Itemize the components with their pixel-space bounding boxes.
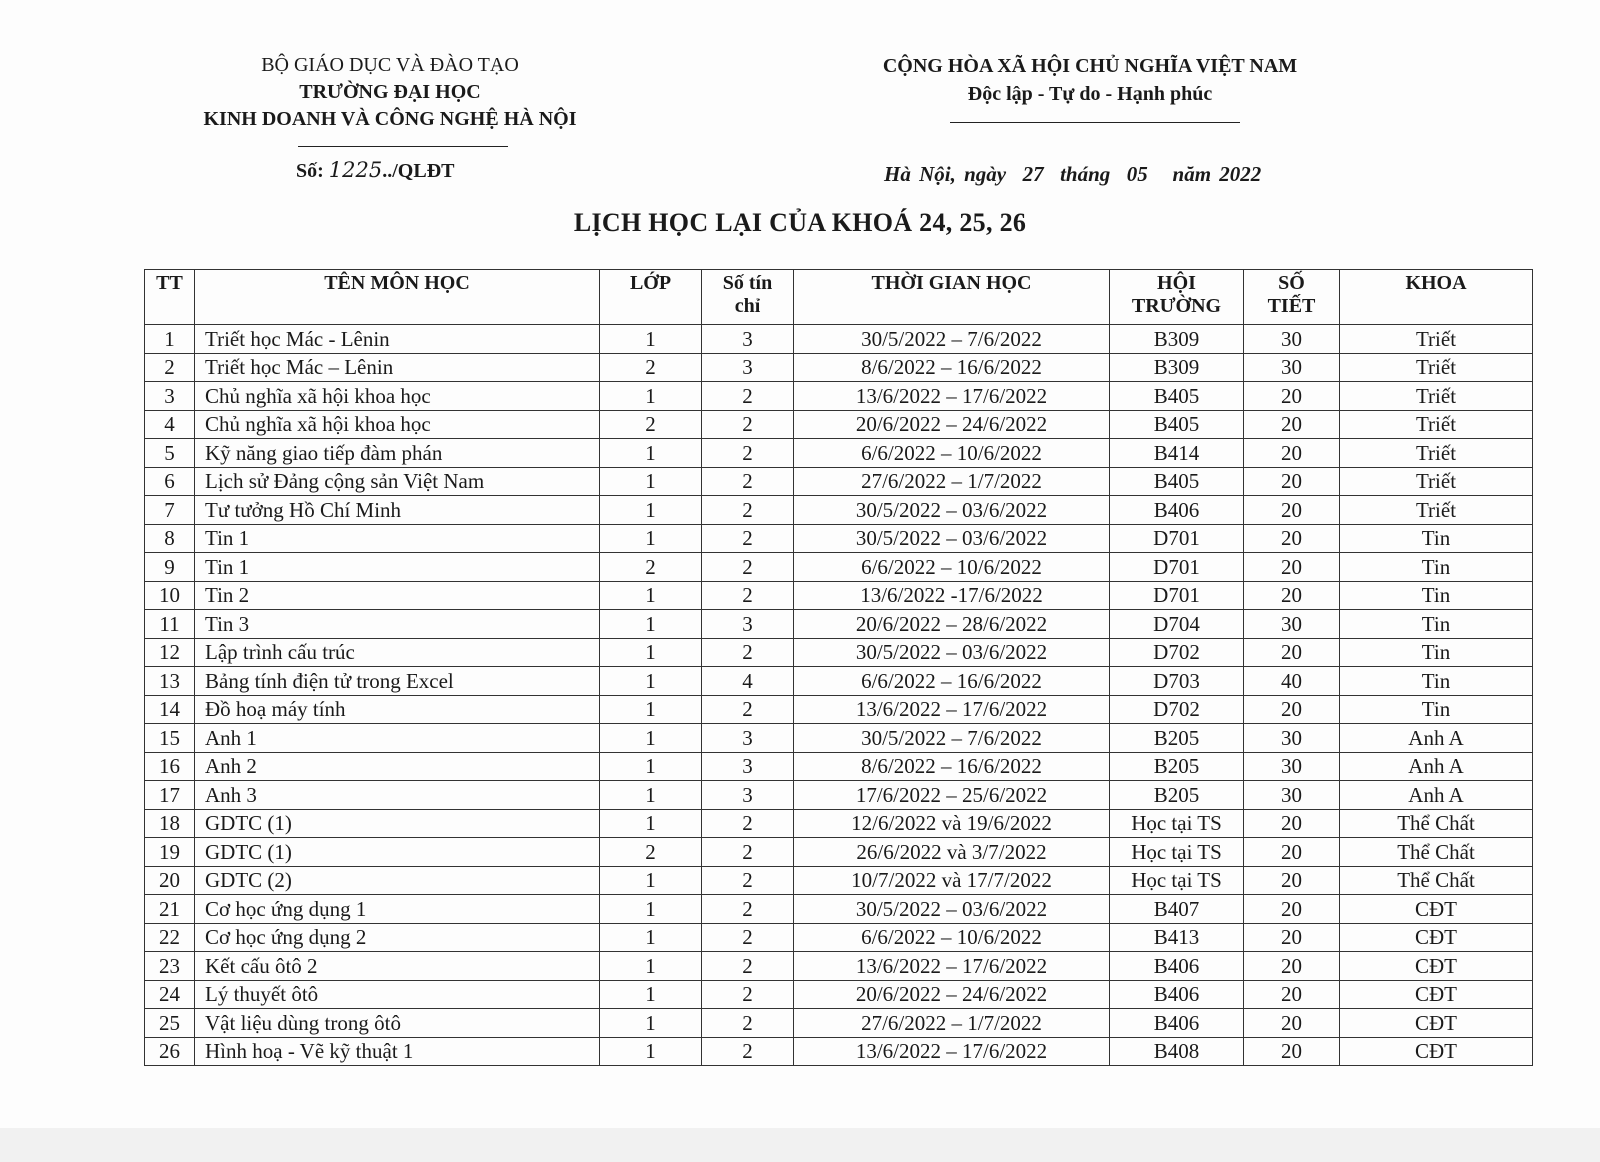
cell-tt: 22: [145, 923, 195, 952]
cell-credits: 3: [702, 752, 794, 781]
table-row: [145, 524, 1533, 553]
cell-periods: 20: [1244, 467, 1340, 496]
cell-periods: 20: [1244, 895, 1340, 924]
cell-credits: 4: [702, 667, 794, 696]
cell-class: 1: [600, 809, 702, 838]
cell-periods: 20: [1244, 866, 1340, 895]
table-row: [145, 838, 1533, 867]
cell-tt: 26: [145, 1037, 195, 1066]
cell-faculty: Tin: [1340, 524, 1533, 553]
cell-faculty: Tin: [1340, 553, 1533, 582]
cell-hall: D704: [1110, 610, 1244, 639]
table-row: [145, 638, 1533, 667]
table-row: [145, 439, 1533, 468]
cell-periods: 20: [1244, 809, 1340, 838]
cell-time: 8/6/2022 – 16/6/2022: [794, 752, 1110, 781]
cell-tt: 7: [145, 496, 195, 525]
cell-faculty: Tin: [1340, 638, 1533, 667]
cell-hall: B406: [1110, 952, 1244, 981]
cell-time: 20/6/2022 – 24/6/2022: [794, 410, 1110, 439]
cell-hall: B406: [1110, 980, 1244, 1009]
cell-time: 20/6/2022 – 24/6/2022: [794, 980, 1110, 1009]
cell-credits: 2: [702, 923, 794, 952]
col-header-class: LỚP: [600, 270, 702, 325]
cell-tt: 3: [145, 382, 195, 411]
col-header-time: THỜI GIAN HỌC: [794, 270, 1110, 325]
cell-tt: 14: [145, 695, 195, 724]
nation-block: [860, 52, 1320, 108]
cell-faculty: Thể Chất: [1340, 866, 1533, 895]
cell-subject: Tin 1: [195, 553, 600, 582]
cell-credits: 2: [702, 382, 794, 411]
cell-periods: 20: [1244, 923, 1340, 952]
cell-tt: 20: [145, 866, 195, 895]
cell-hall: D702: [1110, 695, 1244, 724]
cell-hall: Học tại TS: [1110, 838, 1244, 867]
col-header-faculty: KHOA: [1340, 270, 1533, 325]
cell-subject: Tin 2: [195, 581, 600, 610]
cell-hall: D701: [1110, 581, 1244, 610]
cell-credits: 3: [702, 781, 794, 810]
cell-faculty: Triết: [1340, 325, 1533, 354]
table-header-row: [145, 270, 1533, 325]
cell-hall: B407: [1110, 895, 1244, 924]
cell-periods: 20: [1244, 496, 1340, 525]
col-header-hall: HỘI TRƯỜNG: [1110, 270, 1244, 325]
cell-hall: B413: [1110, 923, 1244, 952]
cell-credits: 2: [702, 410, 794, 439]
cell-tt: 4: [145, 410, 195, 439]
cell-hall: B205: [1110, 752, 1244, 781]
cell-tt: 11: [145, 610, 195, 639]
table-row: [145, 610, 1533, 639]
table-row: [145, 382, 1533, 411]
cell-tt: 18: [145, 809, 195, 838]
cell-credits: 2: [702, 809, 794, 838]
cell-subject: Triết học Mác - Lênin: [195, 325, 600, 354]
cell-subject: Anh 1: [195, 724, 600, 753]
cell-periods: 20: [1244, 1009, 1340, 1038]
cell-time: 12/6/2022 và 19/6/2022: [794, 809, 1110, 838]
scan-bottom-edge: [0, 1128, 1600, 1162]
school-name-line1: TRƯỜNG ĐẠI HỌC: [299, 81, 481, 103]
cell-class: 1: [600, 866, 702, 895]
cell-subject: Anh 2: [195, 752, 600, 781]
cell-tt: 16: [145, 752, 195, 781]
cell-time: 30/5/2022 – 7/6/2022: [794, 325, 1110, 354]
cell-hall: B406: [1110, 1009, 1244, 1038]
cell-credits: 2: [702, 553, 794, 582]
cell-tt: 10: [145, 581, 195, 610]
cell-time: 30/5/2022 – 03/6/2022: [794, 524, 1110, 553]
cell-hall: B414: [1110, 439, 1244, 468]
cell-faculty: Tin: [1340, 581, 1533, 610]
cell-faculty: CĐT: [1340, 980, 1533, 1009]
cell-periods: 30: [1244, 781, 1340, 810]
doc-number-prefix: Số:: [296, 160, 329, 182]
cell-subject: Cơ học ứng dụng 2: [195, 923, 600, 952]
cell-credits: 2: [702, 439, 794, 468]
cell-hall: B408: [1110, 1037, 1244, 1066]
cell-faculty: Triết: [1340, 467, 1533, 496]
cell-subject: Kỹ năng giao tiếp đàm phán: [195, 439, 600, 468]
cell-class: 1: [600, 496, 702, 525]
table-row: [145, 895, 1533, 924]
table-row: [145, 809, 1533, 838]
cell-subject: Kết cấu ôtô 2: [195, 952, 600, 981]
cell-periods: 30: [1244, 752, 1340, 781]
cell-hall: B309: [1110, 353, 1244, 382]
cell-class: 1: [600, 638, 702, 667]
cell-periods: 20: [1244, 838, 1340, 867]
cell-class: 1: [600, 439, 702, 468]
cell-tt: 15: [145, 724, 195, 753]
col-header-tt: TT: [145, 270, 195, 325]
cell-periods: 20: [1244, 382, 1340, 411]
issuer-divider: [298, 146, 508, 147]
cell-subject: Triết học Mác – Lênin: [195, 353, 600, 382]
cell-subject: Vật liệu dùng trong ôtô: [195, 1009, 600, 1038]
cell-periods: 20: [1244, 1037, 1340, 1066]
cell-subject: Chủ nghĩa xã hội khoa học: [195, 382, 600, 411]
cell-credits: 2: [702, 1009, 794, 1038]
cell-time: 17/6/2022 – 25/6/2022: [794, 781, 1110, 810]
cell-subject: GDTC (1): [195, 838, 600, 867]
cell-tt: 9: [145, 553, 195, 582]
table-row: [145, 1009, 1533, 1038]
cell-time: 8/6/2022 – 16/6/2022: [794, 353, 1110, 382]
cell-credits: 2: [702, 581, 794, 610]
cell-class: 1: [600, 724, 702, 753]
cell-periods: 20: [1244, 553, 1340, 582]
nation-divider: [950, 122, 1240, 123]
cell-periods: 20: [1244, 980, 1340, 1009]
cell-subject: Lý thuyết ôtô: [195, 980, 600, 1009]
cell-faculty: CĐT: [1340, 952, 1533, 981]
cell-faculty: Anh A: [1340, 781, 1533, 810]
cell-periods: 40: [1244, 667, 1340, 696]
cell-time: 30/5/2022 – 03/6/2022: [794, 895, 1110, 924]
cell-hall: B205: [1110, 781, 1244, 810]
cell-faculty: CĐT: [1340, 1009, 1533, 1038]
cell-credits: 3: [702, 325, 794, 354]
cell-faculty: Triết: [1340, 353, 1533, 382]
cell-time: 20/6/2022 – 28/6/2022: [794, 610, 1110, 639]
cell-class: 1: [600, 980, 702, 1009]
cell-hall: Học tại TS: [1110, 866, 1244, 895]
schedule-rows: [145, 325, 1533, 1066]
table-row: [145, 866, 1533, 895]
cell-class: 1: [600, 895, 702, 924]
cell-periods: 20: [1244, 952, 1340, 981]
doc-number-handwritten: 1225: [328, 158, 383, 182]
cell-time: 13/6/2022 – 17/6/2022: [794, 695, 1110, 724]
cell-credits: 2: [702, 895, 794, 924]
cell-credits: 2: [702, 695, 794, 724]
cell-credits: 2: [702, 1037, 794, 1066]
cell-periods: 20: [1244, 581, 1340, 610]
cell-tt: 5: [145, 439, 195, 468]
document-date: Hà Nội, ngày 27 tháng 05 năm 2022: [884, 162, 1262, 186]
cell-credits: 2: [702, 838, 794, 867]
cell-tt: 25: [145, 1009, 195, 1038]
cell-class: 1: [600, 467, 702, 496]
cell-class: 1: [600, 1009, 702, 1038]
cell-faculty: Anh A: [1340, 752, 1533, 781]
cell-class: 1: [600, 667, 702, 696]
cell-subject: Cơ học ứng dụng 1: [195, 895, 600, 924]
cell-subject: Lập trình cấu trúc: [195, 638, 600, 667]
cell-faculty: Triết: [1340, 410, 1533, 439]
cell-time: 27/6/2022 – 1/7/2022: [794, 467, 1110, 496]
cell-class: 1: [600, 610, 702, 639]
cell-subject: Tin 1: [195, 524, 600, 553]
cell-class: 1: [600, 695, 702, 724]
cell-hall: Học tại TS: [1110, 809, 1244, 838]
cell-hall: B405: [1110, 410, 1244, 439]
cell-credits: 2: [702, 638, 794, 667]
table-row: [145, 581, 1533, 610]
cell-time: 27/6/2022 – 1/7/2022: [794, 1009, 1110, 1038]
table-row: [145, 752, 1533, 781]
cell-hall: D703: [1110, 667, 1244, 696]
cell-class: 1: [600, 382, 702, 411]
cell-hall: B405: [1110, 382, 1244, 411]
cell-credits: 2: [702, 467, 794, 496]
cell-credits: 2: [702, 980, 794, 1009]
cell-subject: Bảng tính điện tử trong Excel: [195, 667, 600, 696]
cell-tt: 12: [145, 638, 195, 667]
cell-tt: 1: [145, 325, 195, 354]
cell-tt: 19: [145, 838, 195, 867]
cell-subject: Hình hoạ - Vẽ kỹ thuật 1: [195, 1037, 600, 1066]
cell-faculty: Thể Chất: [1340, 809, 1533, 838]
table-row: [145, 496, 1533, 525]
cell-tt: 24: [145, 980, 195, 1009]
table-row: [145, 325, 1533, 354]
doc-number-suffix: ../QLĐT: [382, 160, 455, 182]
cell-time: 13/6/2022 – 17/6/2022: [794, 952, 1110, 981]
cell-tt: 23: [145, 952, 195, 981]
cell-faculty: Thể Chất: [1340, 838, 1533, 867]
table-row: [145, 1037, 1533, 1066]
cell-credits: 2: [702, 496, 794, 525]
cell-subject: GDTC (1): [195, 809, 600, 838]
cell-periods: 20: [1244, 695, 1340, 724]
table-row: [145, 923, 1533, 952]
cell-class: 1: [600, 524, 702, 553]
cell-hall: B309: [1110, 325, 1244, 354]
cell-class: 2: [600, 353, 702, 382]
cell-periods: 20: [1244, 638, 1340, 667]
cell-class: 2: [600, 838, 702, 867]
col-header-credits: Số tín chỉ: [702, 270, 794, 325]
table-row: [145, 667, 1533, 696]
table-row: [145, 980, 1533, 1009]
cell-time: 26/6/2022 và 3/7/2022: [794, 838, 1110, 867]
cell-tt: 13: [145, 667, 195, 696]
cell-class: 1: [600, 952, 702, 981]
cell-time: 10/7/2022 và 17/7/2022: [794, 866, 1110, 895]
cell-faculty: Tin: [1340, 610, 1533, 639]
table-row: [145, 781, 1533, 810]
cell-subject: Chủ nghĩa xã hội khoa học: [195, 410, 600, 439]
cell-hall: D701: [1110, 524, 1244, 553]
table-row: [145, 353, 1533, 382]
cell-tt: 21: [145, 895, 195, 924]
cell-time: 30/5/2022 – 03/6/2022: [794, 638, 1110, 667]
schedule-table: [144, 269, 1533, 1066]
cell-class: 1: [600, 1037, 702, 1066]
cell-faculty: Triết: [1340, 496, 1533, 525]
cell-time: 6/6/2022 – 10/6/2022: [794, 439, 1110, 468]
cell-periods: 20: [1244, 439, 1340, 468]
document-number: [296, 158, 455, 183]
cell-credits: 2: [702, 866, 794, 895]
cell-tt: 2: [145, 353, 195, 382]
issuer-block: [180, 52, 600, 133]
cell-credits: 3: [702, 724, 794, 753]
cell-periods: 30: [1244, 610, 1340, 639]
cell-tt: 8: [145, 524, 195, 553]
cell-credits: 2: [702, 952, 794, 981]
cell-faculty: CĐT: [1340, 1037, 1533, 1066]
cell-faculty: Anh A: [1340, 724, 1533, 753]
cell-subject: Lịch sử Đảng cộng sản Việt Nam: [195, 467, 600, 496]
cell-faculty: Tin: [1340, 695, 1533, 724]
cell-faculty: Tin: [1340, 667, 1533, 696]
cell-faculty: CĐT: [1340, 923, 1533, 952]
cell-hall: D701: [1110, 553, 1244, 582]
col-header-periods: SỐ TIẾT: [1244, 270, 1340, 325]
cell-periods: 20: [1244, 524, 1340, 553]
cell-class: 1: [600, 752, 702, 781]
table-row: [145, 952, 1533, 981]
cell-hall: B205: [1110, 724, 1244, 753]
nation-name: CỘNG HÒA XÃ HỘI CHỦ NGHĨA VIỆT NAM: [882, 55, 1298, 77]
cell-time: 6/6/2022 – 10/6/2022: [794, 923, 1110, 952]
cell-periods: 30: [1244, 724, 1340, 753]
table-row: [145, 410, 1533, 439]
cell-credits: 3: [702, 610, 794, 639]
cell-periods: 30: [1244, 325, 1340, 354]
cell-time: 13/6/2022 – 17/6/2022: [794, 382, 1110, 411]
cell-tt: 17: [145, 781, 195, 810]
cell-time: 13/6/2022 -17/6/2022: [794, 581, 1110, 610]
cell-time: 13/6/2022 – 17/6/2022: [794, 1037, 1110, 1066]
col-header-subject: TÊN MÔN HỌC: [195, 270, 600, 325]
school-name-line2: KINH DOANH VÀ CÔNG NGHỆ HÀ NỘI: [203, 108, 577, 130]
cell-class: 2: [600, 410, 702, 439]
cell-subject: Đồ hoạ máy tính: [195, 695, 600, 724]
cell-class: 1: [600, 581, 702, 610]
cell-tt: 6: [145, 467, 195, 496]
cell-faculty: CĐT: [1340, 895, 1533, 924]
table-row: [145, 695, 1533, 724]
cell-time: 30/5/2022 – 7/6/2022: [794, 724, 1110, 753]
cell-class: 1: [600, 781, 702, 810]
cell-subject: Anh 3: [195, 781, 600, 810]
cell-class: 2: [600, 553, 702, 582]
ministry-name: BỘ GIÁO DỤC VÀ ĐÀO TẠO: [261, 54, 519, 76]
cell-faculty: Triết: [1340, 382, 1533, 411]
cell-time: 6/6/2022 – 16/6/2022: [794, 667, 1110, 696]
table-row: [145, 724, 1533, 753]
national-motto: Độc lập - Tự do - Hạnh phúc: [967, 83, 1213, 105]
cell-credits: 2: [702, 524, 794, 553]
cell-hall: D702: [1110, 638, 1244, 667]
cell-periods: 30: [1244, 353, 1340, 382]
cell-subject: Tin 3: [195, 610, 600, 639]
cell-subject: GDTC (2): [195, 866, 600, 895]
cell-faculty: Triết: [1340, 439, 1533, 468]
table-row: [145, 553, 1533, 582]
table-row: [145, 467, 1533, 496]
document-title: LỊCH HỌC LẠI CỦA KHOÁ 24, 25, 26: [573, 208, 1027, 237]
cell-hall: B406: [1110, 496, 1244, 525]
cell-class: 1: [600, 325, 702, 354]
cell-class: 1: [600, 923, 702, 952]
cell-periods: 20: [1244, 410, 1340, 439]
cell-time: 6/6/2022 – 10/6/2022: [794, 553, 1110, 582]
cell-subject: Tư tưởng Hồ Chí Minh: [195, 496, 600, 525]
cell-credits: 3: [702, 353, 794, 382]
cell-time: 30/5/2022 – 03/6/2022: [794, 496, 1110, 525]
cell-hall: B405: [1110, 467, 1244, 496]
